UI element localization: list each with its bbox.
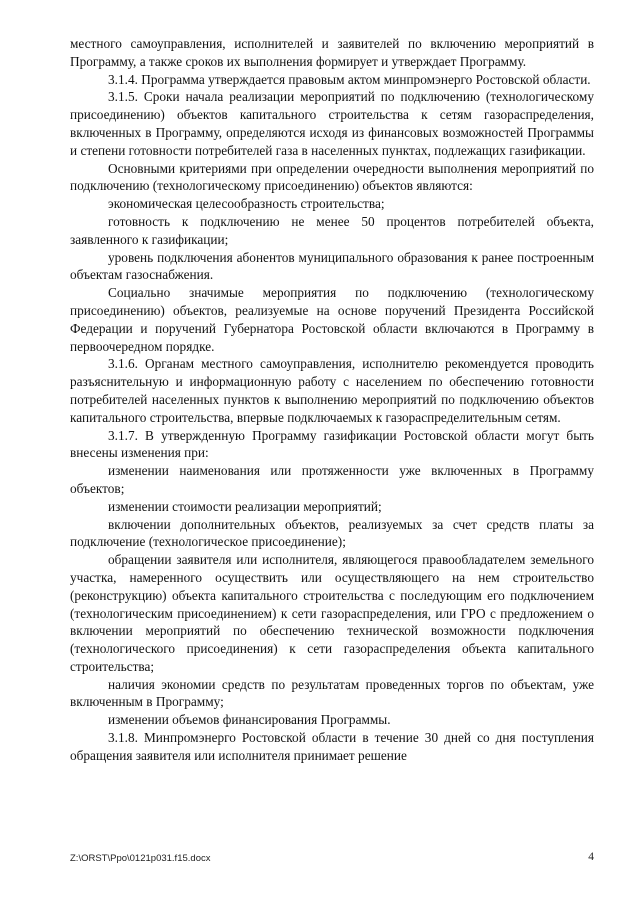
paragraph: 3.1.6. Органам местного самоуправления, исполнителю рекомендуется проводить разъяснительную и информационную работу с населением по обеспечению готовности потребителей населенных пунктов к выполнению мероприятий по подключению объектов капитального строительства, впервые подключаемых к газораспределительным сетям. [70, 356, 594, 425]
paragraph: изменении объемов финансирования Программы. [108, 712, 391, 728]
paragraph: уровень подключения абонентов муниципального образования к ранее построенным объектам газоснабжения. [70, 249, 594, 283]
paragraph: 3.1.4. Программа утверждается правовым актом минпромэнерго Ростовской области. [108, 71, 591, 87]
paragraph: изменении стоимости реализации мероприятий; [108, 498, 382, 514]
paragraph: местного самоуправления, исполнителей и заявителей по включению мероприятий в Программу, а также сроков их выполнения формирует и утверждает Программу. [70, 36, 594, 69]
paragraph: включении дополнительных объектов, реализуемых за счет средств платы за подключение (технологическое присоединение); [70, 516, 594, 550]
paragraph: 3.1.7. В утвержденную Программу газификации Ростовской области могут быть внесены изменения при: [70, 427, 594, 461]
paragraph: наличия экономии средств по результатам проведенных торгов по объектам, уже включенным в Программу; [70, 676, 594, 710]
paragraph: обращении заявителя или исполнителя, являющегося правообладателем земельного участка, намеренного осуществить или осуществляющего на нем строительство (реконструкцию) объекта капитального строительства с последующим его подключением (технологическим присоединением) к сети газораспределения, или ГРО с предложением о включении мероприятий по обеспечению технической возможности подключения (технологического присоединения) к сети газораспределения объекта капитального строительства; [70, 552, 594, 674]
paragraph: 3.1.8. Минпромэнерго Ростовской области в течение 30 дней со дня поступления обращения заявителя или исполнителя принимает решение [70, 730, 594, 763]
document-body [70, 35, 594, 765]
paragraph: готовность к подключению не менее 50 процентов потребителей объекта, заявленного к газификации; [70, 213, 594, 247]
paragraph: Социально значимые мероприятия по подключению (технологическому присоединению) объектов, реализуемые на основе поручений Президента Российской Федерации и поручений Губернатора Ростовской области включаются в Программу в первоочередном порядке. [70, 285, 594, 354]
page-number: 4 [588, 851, 594, 863]
paragraph: 3.1.5. Сроки начала реализации мероприятий по подключению (технологическому присоединению) объектов капитального строительства к сетям газораспределения, включенных в Программу, определяются исходя из финансовых возможностей Программы и степени готовности потребителей газа в населенных пунктах, подлежащих газификации. [70, 89, 594, 158]
footer-file-path: Z:\ORST\Ppo\0121p031.f15.docx [70, 853, 211, 864]
paragraph: экономическая целесообразность строительства; [108, 196, 385, 212]
paragraph: изменении наименования или протяженности уже включенных в Программу объектов; [70, 463, 594, 496]
paragraph: Основными критериями при определении очередности выполнения мероприятий по подключению (технологическому присоединению) объектов являются: [70, 160, 594, 194]
